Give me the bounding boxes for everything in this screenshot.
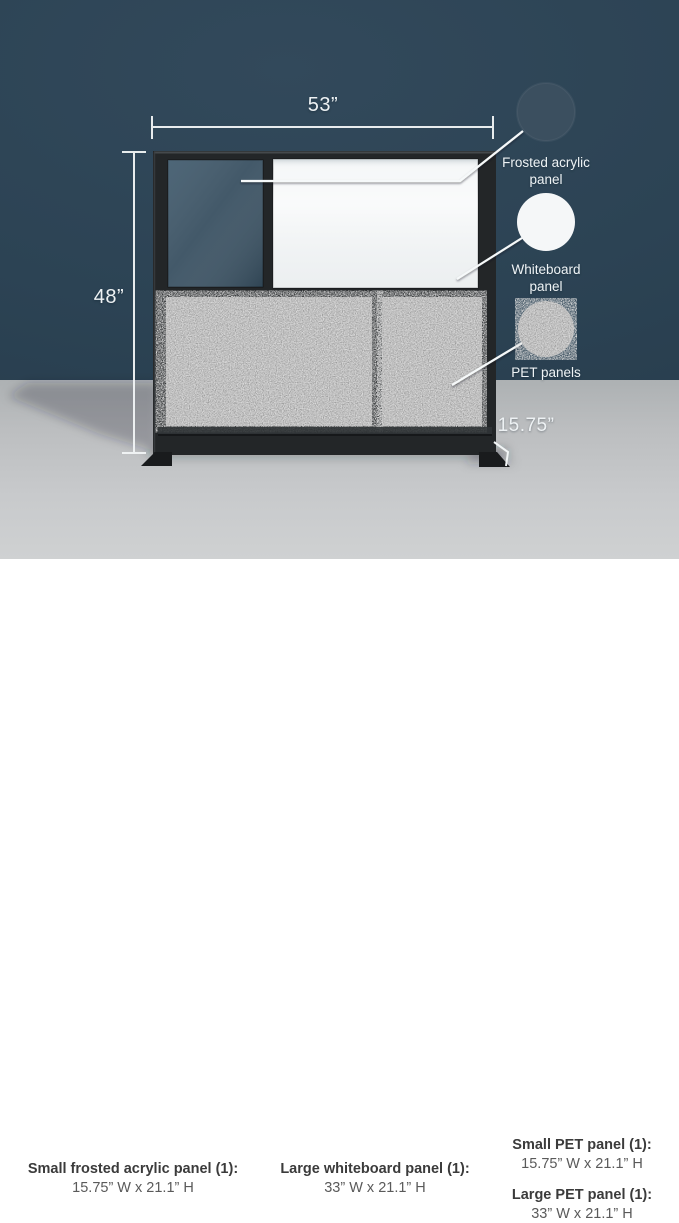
spec-dimensions: 15.75” W x 21.1” H bbox=[18, 1179, 248, 1198]
left-foot bbox=[141, 452, 172, 466]
spec-title: Small PET panel (1): bbox=[492, 1136, 672, 1155]
height-dimension-label: 48” bbox=[79, 286, 139, 309]
spec-dimensions: 33” W x 21.1” H bbox=[260, 1179, 490, 1198]
large-pet-panel bbox=[166, 297, 372, 426]
frosted-sample-swatch bbox=[517, 83, 575, 141]
whiteboard-sheen bbox=[273, 159, 478, 288]
spec-title: Small frosted acrylic panel (1): bbox=[18, 1160, 248, 1179]
whiteboard-callout-label: Whiteboard panel bbox=[498, 261, 594, 295]
spec-dimensions: 33” W x 21.1” H bbox=[492, 1205, 672, 1223]
spec-small-frosted-acrylic bbox=[18, 1160, 248, 1197]
pet-sample-swatch bbox=[518, 301, 574, 357]
spec-caption-band bbox=[0, 559, 679, 661]
depth-dimension-label: 15.75” bbox=[484, 415, 568, 437]
spec-large-pet bbox=[492, 1186, 672, 1223]
spec-title: Large PET panel (1): bbox=[492, 1186, 672, 1205]
whiteboard-sample-swatch bbox=[517, 193, 575, 251]
frosted-acrylic-callout-label: Frosted acrylic panel bbox=[486, 154, 606, 188]
width-dimension-label: 53” bbox=[293, 94, 353, 117]
spec-title: Large whiteboard panel (1): bbox=[260, 1160, 490, 1179]
spec-large-whiteboard bbox=[260, 1160, 490, 1197]
frosted-acrylic-sheen bbox=[168, 160, 263, 287]
spec-small-pet bbox=[492, 1136, 672, 1173]
spec-dimensions: 15.75” W x 21.1” H bbox=[492, 1155, 672, 1174]
pet-panels-callout-label: PET panels bbox=[476, 364, 616, 381]
small-pet-panel bbox=[382, 297, 482, 426]
base-rail-face bbox=[158, 427, 492, 434]
width-dimension-line bbox=[152, 116, 493, 139]
